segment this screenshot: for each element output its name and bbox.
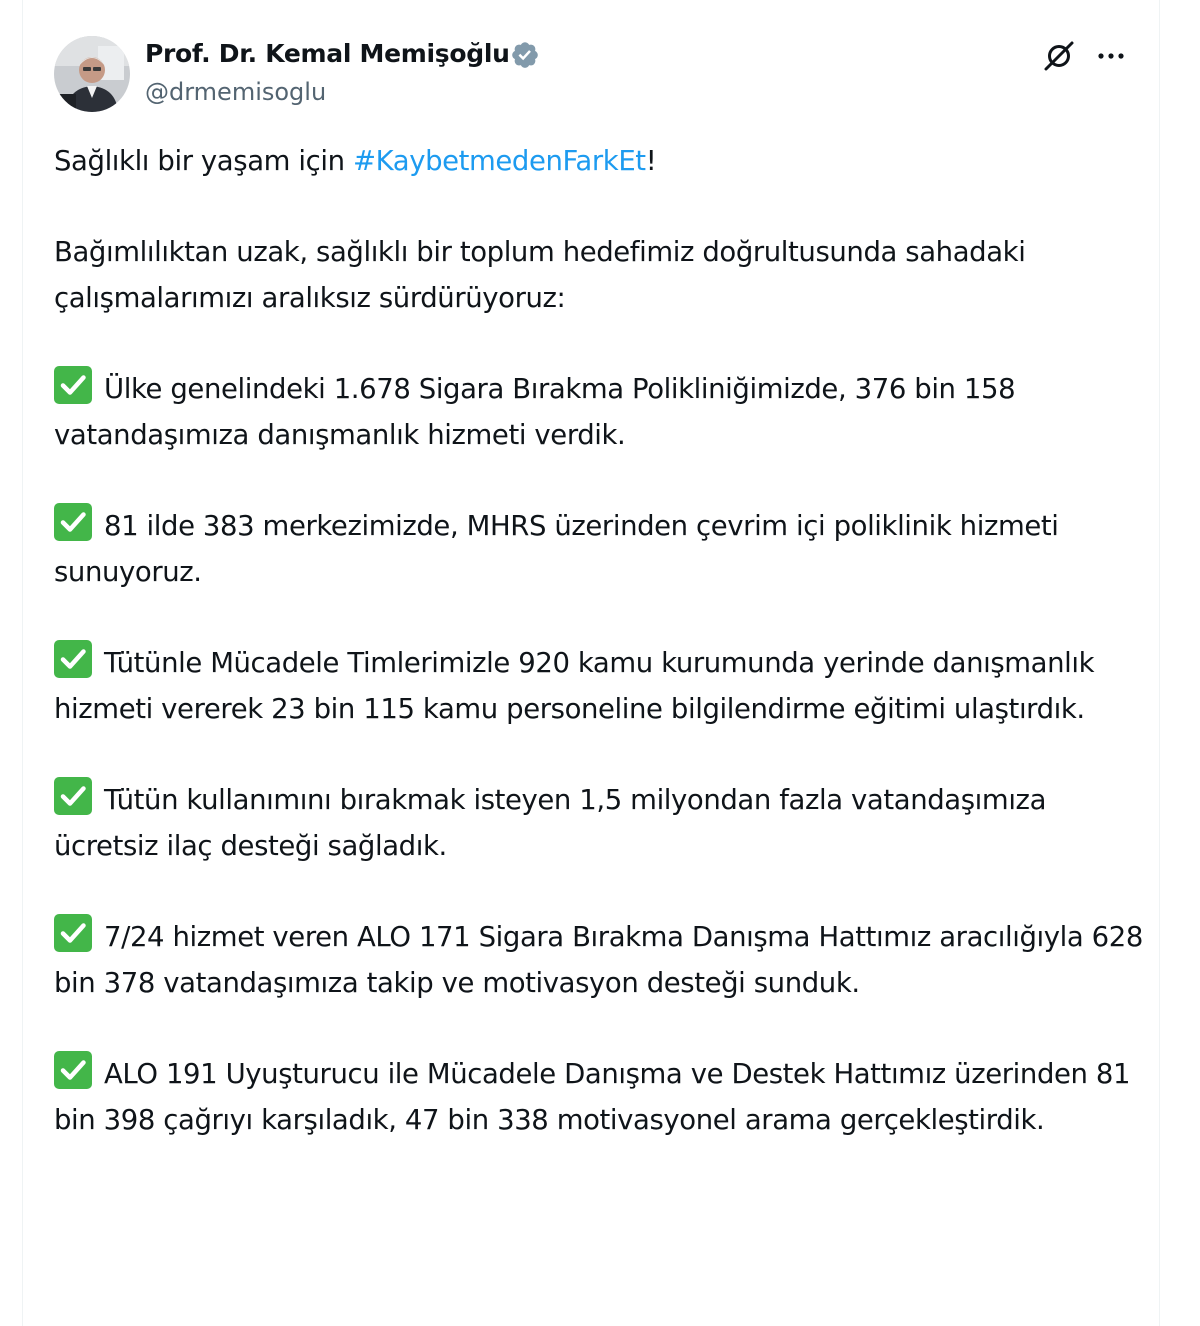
list-item [54,503,1144,595]
list-item-text: 7/24 hizmet veren ALO 171 Sigara Bırakma Danışma Hattımız aracılığıyla 628 bin 378 vatandaşımıza takip ve motivasyon desteği sunduk. [54,921,1143,999]
check-mark-icon [54,914,92,952]
grok-icon[interactable] [1041,38,1077,74]
more-horizontal-icon[interactable] [1093,38,1129,74]
tweet-text [54,138,1144,1188]
tweet-intro [54,138,1144,184]
list-item-text: 81 ilde 383 merkezimizde, MHRS üzerinden çevrim içi poliklinik hizmeti sunuyoruz. [54,510,1059,588]
list-item [54,777,1144,869]
list-item [54,1051,1144,1143]
tweet-card [22,0,1160,1326]
list-item-text: Tütün kullanımını bırakmak isteyen 1,5 milyondan fazla vatandaşımıza ücretsiz ilaç desteği sağladık. [54,784,1047,862]
check-mark-icon [54,640,92,678]
tweet-lead: Bağımlılıktan uzak, sağlıklı bir toplum hedefimiz doğrultusunda sahadaki çalışmalarımızı aralıksız sürdürüyoruz: [54,236,1026,314]
intro-text: Sağlıklı bir yaşam için [54,145,353,177]
check-mark-icon [54,503,92,541]
check-mark-icon [54,777,92,815]
check-mark-icon [54,1051,92,1089]
list-item [54,366,1144,458]
list-item [54,640,1144,732]
intro-suffix: ! [645,145,657,177]
list-item-text: Ülke genelindeki 1.678 Sigara Bırakma Polikliniğimizde, 376 bin 158 vatandaşımıza danışmanlık hizmeti verdik. [54,373,1016,451]
author-display-name[interactable]: Prof. Dr. Kemal Memişoğlu [145,39,510,68]
hashtag-link[interactable]: #KaybetmedenFarkEt [352,145,646,177]
verified-badge-icon [510,40,540,70]
avatar[interactable] [54,36,130,112]
list-item-text: ALO 191 Uyuşturucu ile Mücadele Danışma ve Destek Hattımız üzerinden 81 bin 398 çağrıyı karşıladık, 47 bin 338 motivasyonel arama gerçekleştirdik. [54,1058,1131,1136]
list-item-text: Tütünle Mücadele Timlerimizle 920 kamu kurumunda yerinde danışmanlık hizmeti vererek 23 bin 115 kamu personeline bilgilendirme eğitimi ulaştırdık. [54,647,1095,725]
check-mark-icon [54,366,92,404]
avatar-photo [54,36,130,112]
list-item [54,914,1144,1006]
author-handle[interactable]: @drmemisoglu [145,78,327,106]
